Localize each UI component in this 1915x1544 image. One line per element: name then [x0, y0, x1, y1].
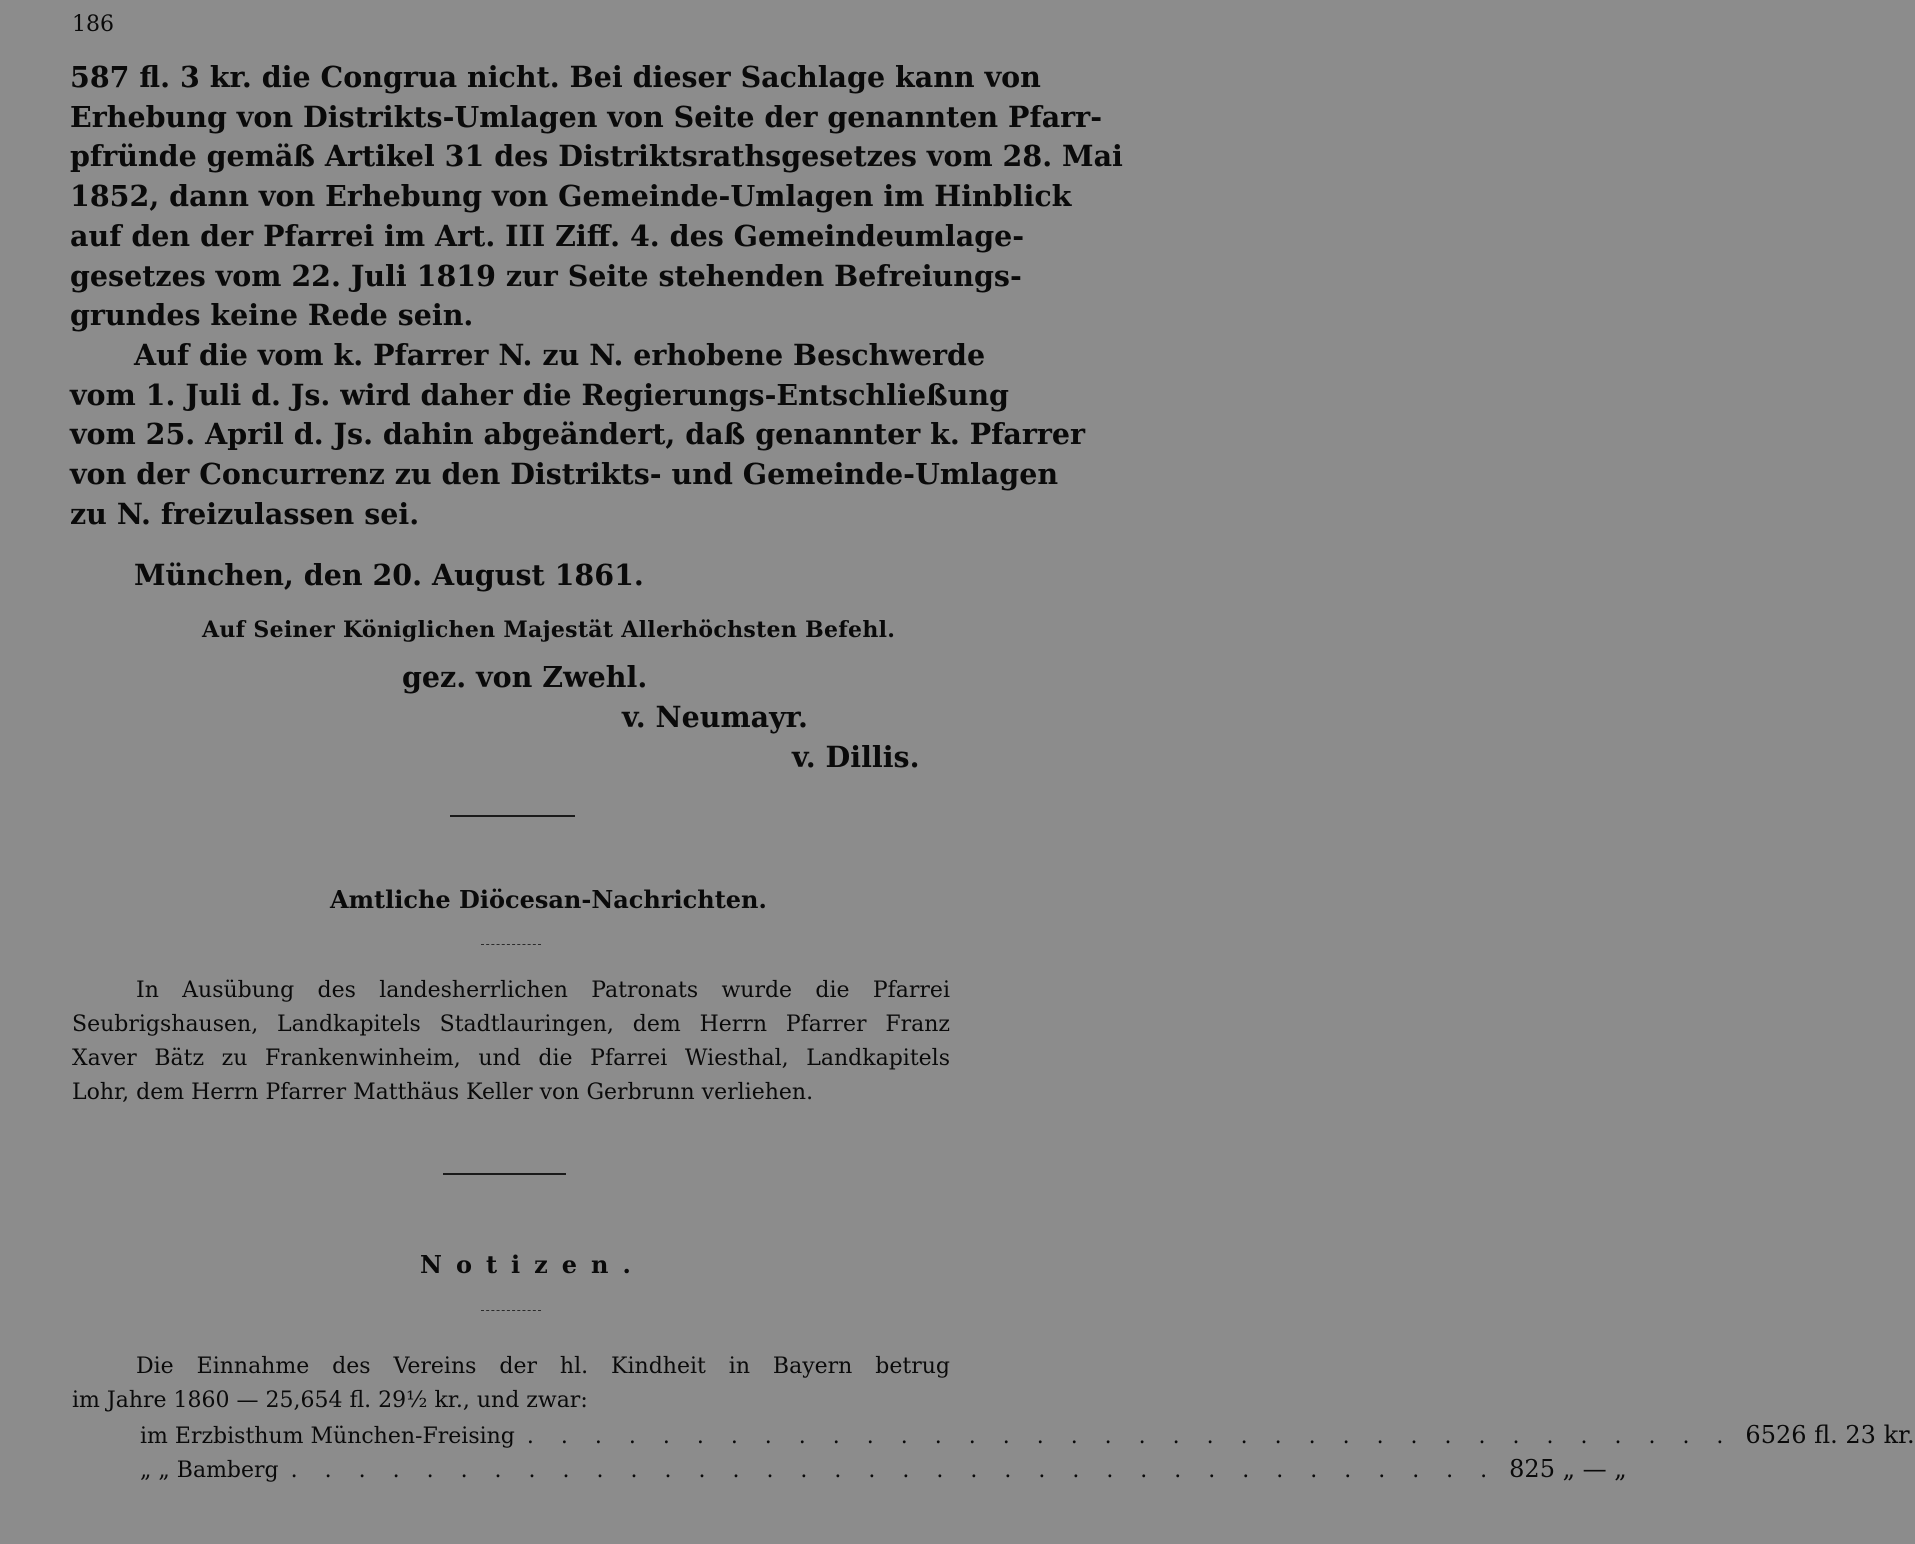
ledger-name: „ „ Bamberg: [140, 1458, 279, 1483]
signature-neumayr: v. Neumayr.: [622, 700, 808, 734]
decree-paragraph-1: [70, 58, 1123, 336]
heading-underline: [481, 1310, 541, 1311]
text-line: Die Einnahme des Vereins der hl. Kindheit in Bayern betrug: [136, 1354, 950, 1379]
signature-dillis: v. Dillis.: [792, 740, 920, 774]
section-divider: [443, 1173, 566, 1175]
text-line: Lohr, dem Herrn Pfarrer Matthäus Keller von Gerbrunn verliehen.: [72, 1080, 814, 1105]
section-heading-diocesan-news: Amtliche Diöcesan-Nachrichten.: [330, 885, 767, 914]
text-line: grundes keine Rede sein.: [70, 298, 474, 333]
text-line: vom 25. April d. Js. dahin abgeändert, daß genannter k. Pfarrer: [70, 417, 1086, 452]
notices-body: [72, 1350, 950, 1418]
leader-dots: . . . . . . . . . . . . . . . . . . . . . . . . . . . . . . . . . . . .: [290, 1458, 1498, 1483]
text-line: Xaver Bätz zu Frankenwinheim, und die Pfarrei Wiesthal, Landkapitels: [72, 1046, 950, 1071]
text-line: Seubrigshausen, Landkapitels Stadtlauringen, dem Herrn Pfarrer Franz: [72, 1012, 950, 1037]
text-line: In Ausübung des landesherrlichen Patronats wurde die Pfarrei: [136, 978, 950, 1003]
section-divider: [450, 815, 575, 817]
text-line: Erhebung von Distrikts-Umlagen von Seite der genannten Pfarr-: [70, 99, 1103, 134]
ledger-name: im Erzbisthum München-Freising: [140, 1424, 515, 1449]
text-line: gesetzes vom 22. Juli 1819 zur Seite stehenden Befreiungs-: [70, 258, 1022, 293]
text-line: von der Concurrenz zu den Distrikts- und Gemeinde-Umlagen: [70, 457, 1059, 492]
ledger-amount: 825 „ — „: [1509, 1455, 1627, 1483]
decree-paragraph-2: [70, 336, 1086, 535]
ledger-row: [140, 1418, 1915, 1454]
signature-zwehl: gez. von Zwehl.: [402, 660, 648, 694]
text-line: auf den der Pfarrei im Art. III Ziff. 4. des Gemeindeumlage-: [70, 218, 1025, 253]
diocesan-news-body: [72, 974, 950, 1110]
ledger-amount: 6526 fl. 23 kr.: [1745, 1421, 1915, 1449]
decree-body: [70, 58, 1123, 534]
section-heading-notices: Notizen.: [420, 1250, 645, 1279]
text-line: im Jahre 1860 — 25,654 fl. 29½ kr., und zwar:: [72, 1388, 588, 1413]
text-line: zu N. freizulassen sei.: [70, 496, 420, 531]
text-line: vom 1. Juli d. Js. wird daher die Regierungs-Entschließung: [70, 377, 1009, 412]
text-line: pfründe gemäß Artikel 31 des Distriktsrathsgesetzes vom 28. Mai: [70, 139, 1123, 174]
text-line: Auf die vom k. Pfarrer N. zu N. erhobene Beschwerde: [134, 337, 986, 372]
place-date: München, den 20. August 1861.: [134, 558, 644, 592]
heading-underline: [481, 944, 541, 945]
text-line: 1852, dann von Erhebung von Gemeinde-Umlagen im Hinblick: [70, 179, 1072, 214]
page-number: 186: [72, 12, 114, 37]
text-line: 587 fl. 3 kr. die Congrua nicht. Bei dieser Sachlage kann von: [70, 60, 1041, 94]
leader-dots: . . . . . . . . . . . . . . . . . . . . . . . . . . . . . . . . . . . .: [526, 1424, 1734, 1449]
royal-command-line: Auf Seiner Königlichen Majestät Allerhöchsten Befehl.: [202, 617, 896, 643]
ledger-row: [140, 1452, 1627, 1488]
